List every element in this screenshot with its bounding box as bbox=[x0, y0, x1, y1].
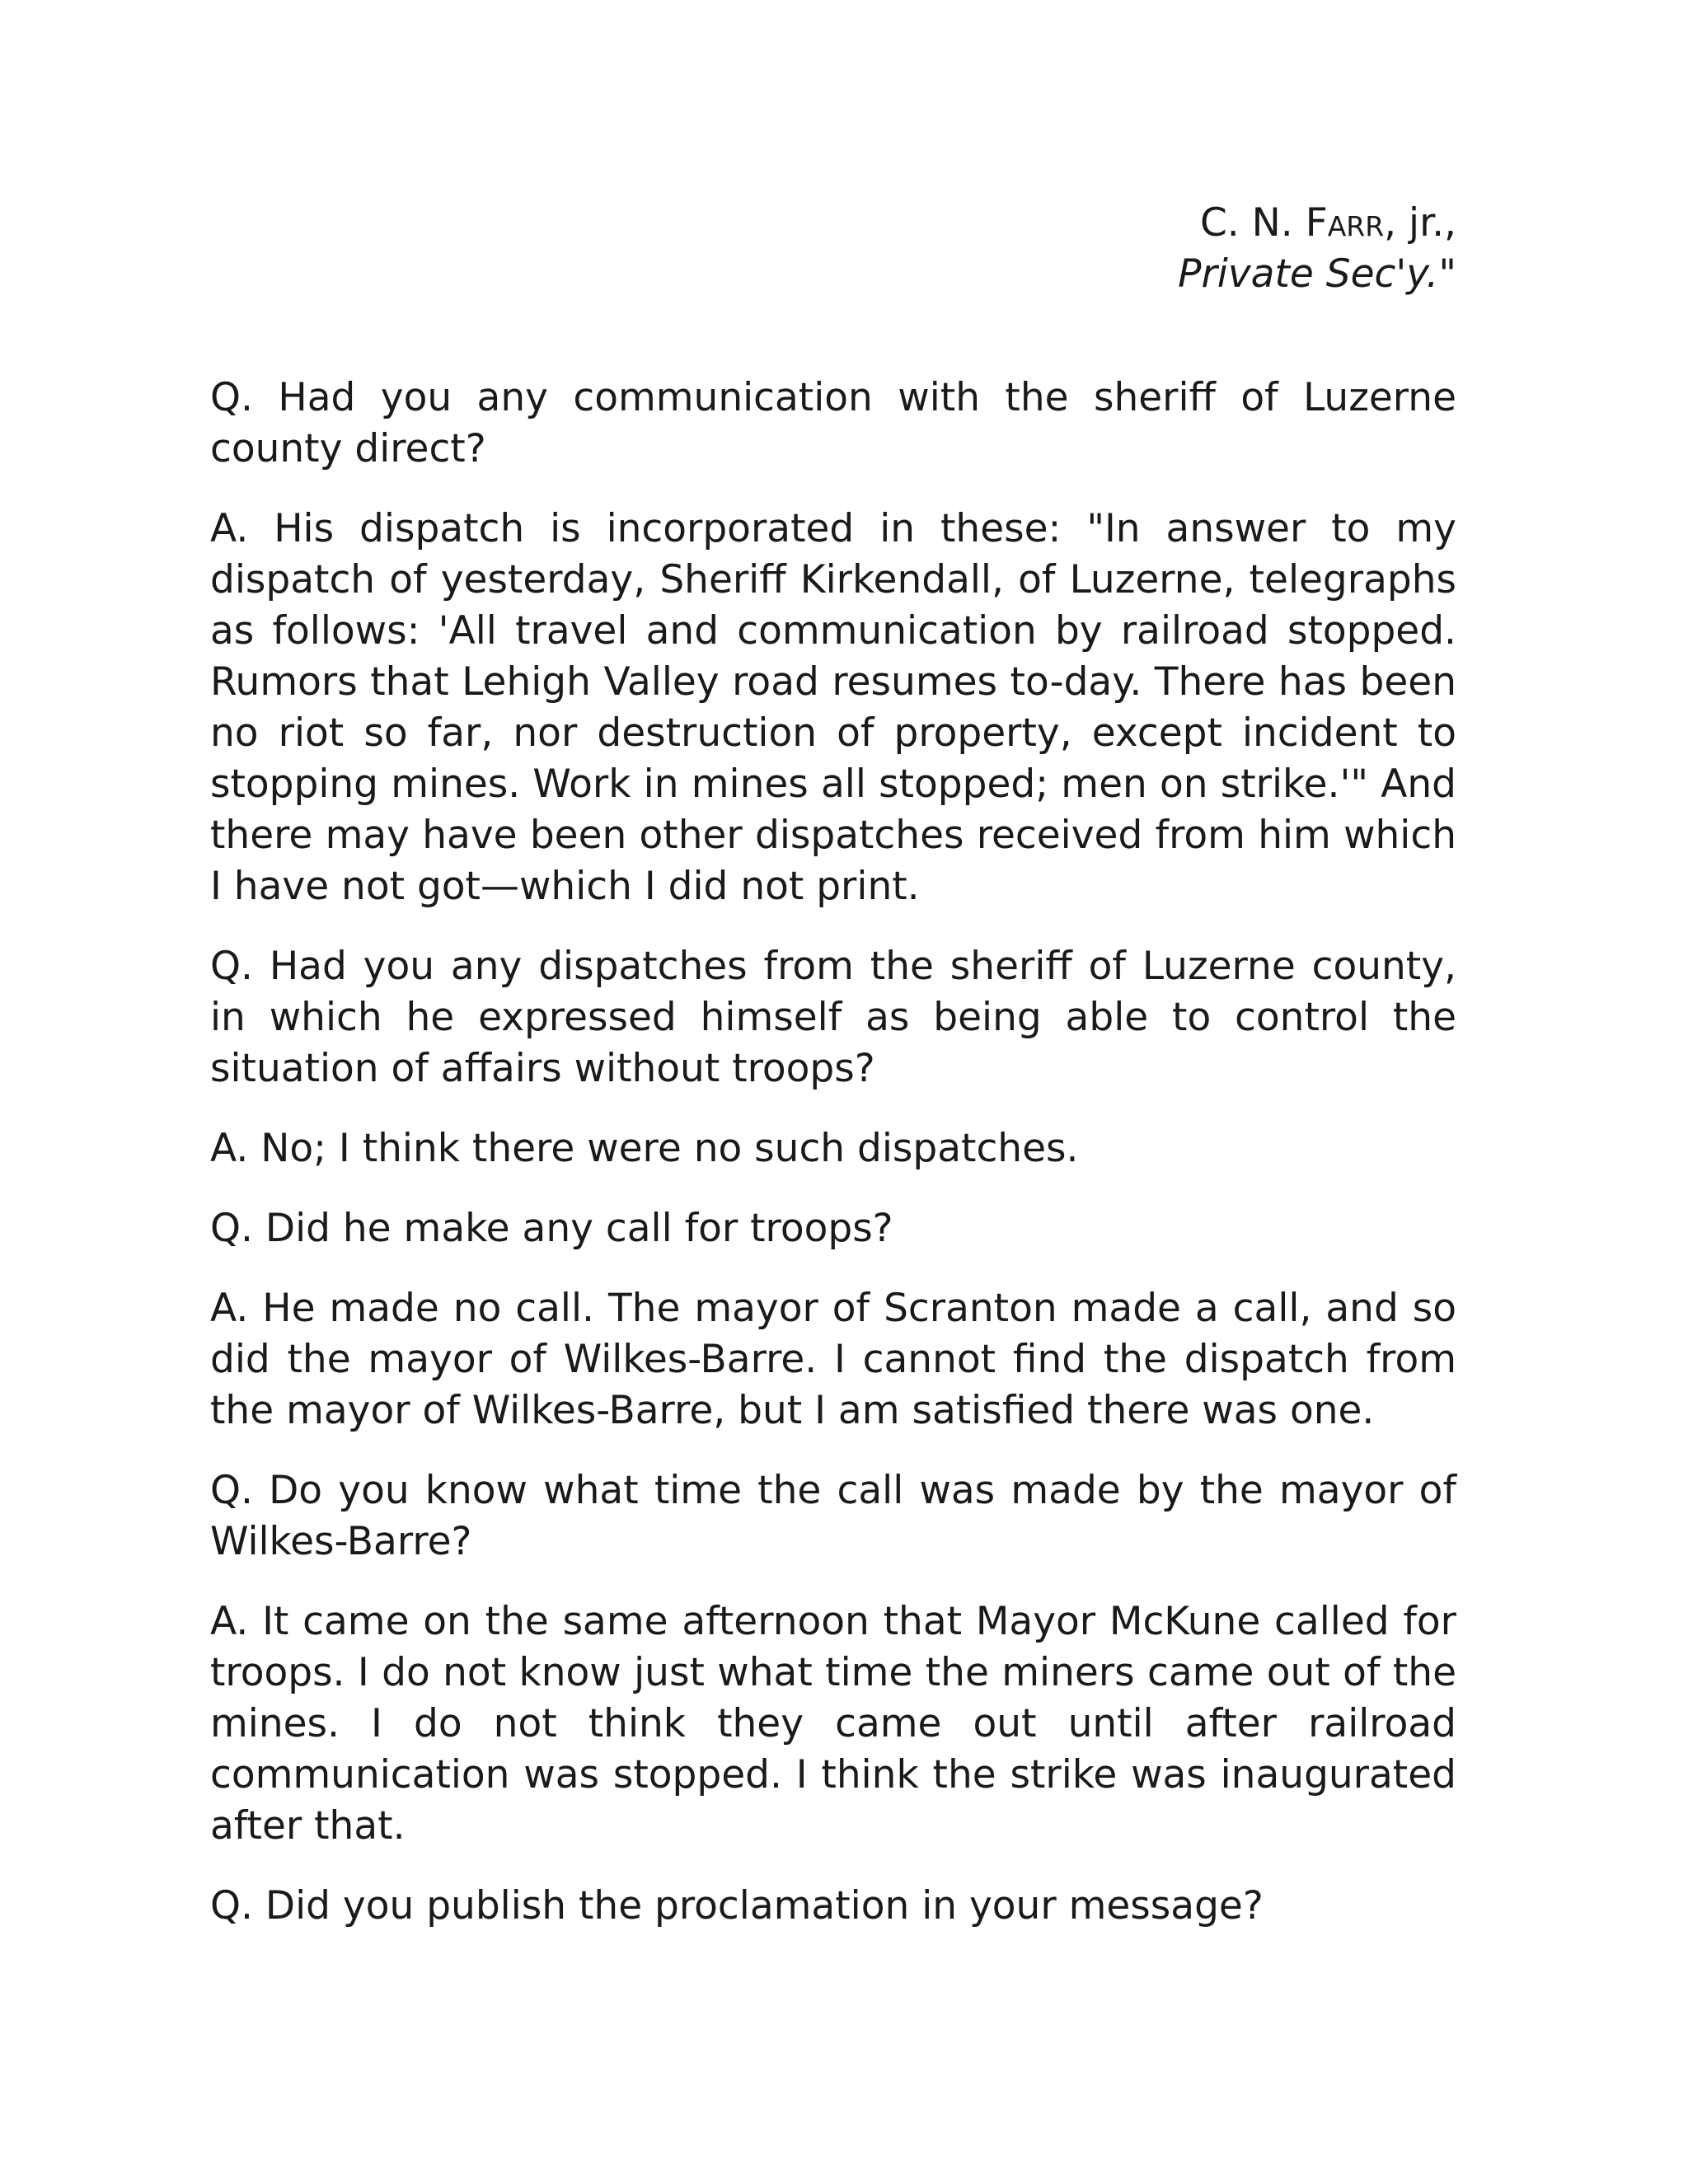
question-paragraph: Q. Did he make any call for troops? bbox=[210, 1206, 893, 1251]
document-page bbox=[210, 198, 1456, 1961]
question-paragraph: Q. Had you any communication with the sheriff of Luzerne county direct? bbox=[210, 375, 1456, 471]
question-paragraph: Q. Did you publish the proclamation in your message? bbox=[210, 1883, 1264, 1929]
signature-surname: Farr bbox=[1305, 200, 1385, 246]
answer-paragraph: A. It came on the same afternoon that Mayor McKune called for troops. I do not know just what time the miners came out of the mines. I do not think they came out until after railroad communication was stopped. I think the strike was inaugurated after that. bbox=[210, 1599, 1456, 1849]
signature-title-suffix: " bbox=[1438, 251, 1456, 297]
signature-name-suffix: , jr., bbox=[1384, 200, 1456, 246]
answer-paragraph: A. His dispatch is incorporated in these: "In answer to my dispatch of yesterday, Sheriff Kirkendall, of Luzerne, telegraphs as follows: 'All travel and communication by railroad stopped. Rumors that Lehigh Valley road resumes to-day. There has been no riot so far, nor destruction of property, except incident to stopping mines. Work in mines all stopped; men on strike.'" And there may have been other dispatches received from him which I have not got—which I did not print. bbox=[210, 506, 1456, 909]
signature-title-text: Private Sec'y. bbox=[1178, 251, 1439, 297]
question-paragraph: Q. Do you know what time the call was made by the mayor of Wilkes-Barre? bbox=[210, 1468, 1456, 1564]
question-paragraph: Q. Had you any dispatches from the sheriff of Luzerne county, in which he expressed himself as being able to control the situation of affairs without troops? bbox=[210, 944, 1456, 1091]
signature-name-prefix: C. N. bbox=[1199, 200, 1306, 246]
signature-block bbox=[210, 198, 1456, 300]
answer-paragraph: A. He made no call. The mayor of Scranton made a call, and so did the mayor of Wilkes-Barre. I cannot find the dispatch from the mayor of Wilkes-Barre, but I am satisfied there was one. bbox=[210, 1286, 1456, 1433]
signature-name bbox=[210, 198, 1456, 249]
answer-paragraph: A. No; I think there were no such dispatches. bbox=[210, 1126, 1079, 1171]
signature-title bbox=[210, 249, 1456, 300]
